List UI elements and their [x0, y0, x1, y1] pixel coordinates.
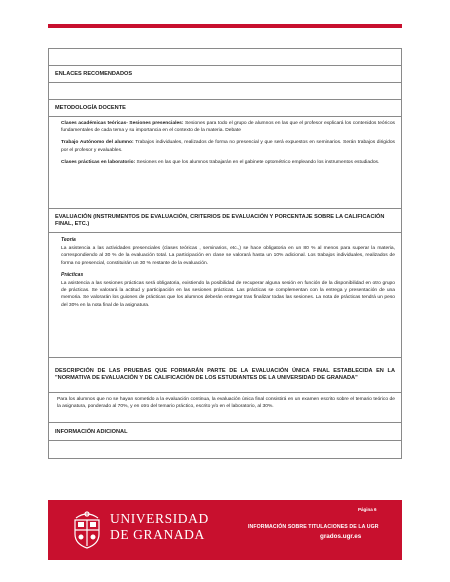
metodologia-item [61, 139, 395, 153]
guide-table [48, 48, 402, 459]
teoria-text: La asistencia a las actividades presenciales (clases teóricas , seminarios, etc.,) se hace obligatoria en un 80 % al menos para superar la materia, correspondiendo al 30 % de la evaluación total. La participación en clase se valorará hasta un 10% adicional. Los trabajos individuales, realizados de forma no presencial, constituirán un 30 % restante de la evaluación. [61, 246, 395, 266]
teoria-label: Teoría [61, 237, 76, 243]
metodologia-item [61, 159, 395, 166]
section-header-info: INFORMACIÓN ADICIONAL [49, 423, 401, 441]
section-header-descripcion: DESCRIPCIÓN DE LAS PRUEBAS QUE FORMARÁN PARTE DE LA EVALUACIÓN ÚNICA FINAL ESTABLECIDA EN LA "NORMATIVA DE EVALUACIÓN Y DE CALIFICACIÓN DE LOS ESTUDIANTES DE LA UNIVERSIDAD DE GRANADA" [49, 358, 401, 393]
item-text: Sesiones para todo el grupo de alumnos en las que el profesor explicará los contenidos teóricos fundamentales de cada tema y su importancia en el contexto de la materia. Debate [61, 121, 395, 134]
section-header-metodologia: METODOLOGÍA DOCENTE [49, 100, 401, 117]
page-number: Página 6 [358, 507, 377, 512]
item-title: Clases académicas teóricas- Sesiones presenciales: [61, 121, 184, 126]
university-crest-icon [70, 508, 104, 550]
practicas-label: Prácticas [61, 271, 84, 278]
enlaces-body [49, 83, 401, 100]
practicas-text: La asistencia a las sesiones prácticas será obligatoria, existiendo la posibilidad de recuperar alguna sesión en función de la disponibilidad en otro grupo de prácticas. Se valorará la actitud y participación en las sesiones prácticas. Las prácticas se complementan con la entrega y presentación de una memoria. Se valorarán los guiones de prácticas que los alumnos deberán entregar tras finalizar todas las sesiones. La nota de prácticas tendrá un peso del 30% en la nota final de la asignatura. [61, 281, 395, 308]
item-text: Trabajos individuales, realizados de forma no presencial y que será expuestos en seminarios. Serán trabajos dirigidos por el profesor y evaluables. [61, 140, 395, 153]
descripcion-body [49, 393, 401, 423]
descripcion-text: Para los alumnos que no se hayan sometido a la evaluación continua, la evaluación única final consistirá en un examen escrito sobre el temario teórico de la asignatura, ponderado al 70%, y en otro del temario práctico, escrito y/o en el laboratorio, al 30%. [57, 397, 395, 410]
empty-row [49, 49, 401, 66]
evaluacion-body [49, 233, 401, 358]
university-name-line1: UNIVERSIDAD [110, 511, 209, 526]
item-title: Clases prácticas en laboratorio: [61, 159, 136, 165]
footer-info-title: INFORMACIÓN SOBRE TITULACIONES DE LA UGR [248, 524, 379, 530]
info-body [49, 441, 401, 458]
footer-url-link[interactable]: grados.ugr.es [320, 533, 362, 540]
section-header-enlaces: ENLACES RECOMENDADOS [49, 66, 401, 83]
metodologia-item [61, 120, 395, 134]
metodologia-body [49, 117, 401, 209]
university-name-line2: DE GRANADA [110, 527, 205, 542]
teoria-block [61, 237, 395, 267]
top-accent-bar [48, 24, 402, 28]
item-text: Sesiones en las que los alumnos trabajarán en el gabinete optométrico empleando los instrumentos estudiados. [135, 159, 380, 165]
section-header-evaluacion: EVALUACIÓN (INSTRUMENTOS DE EVALUACIÓN, CRITERIOS DE EVALUACIÓN Y PORCENTAJE SOBRE LA CALIFICACIÓN FINAL, ETC.) [49, 209, 401, 233]
practicas-block [61, 272, 395, 309]
footer-banner [48, 500, 402, 560]
item-title: Trabajo Autónomo del alumno: [61, 140, 134, 146]
